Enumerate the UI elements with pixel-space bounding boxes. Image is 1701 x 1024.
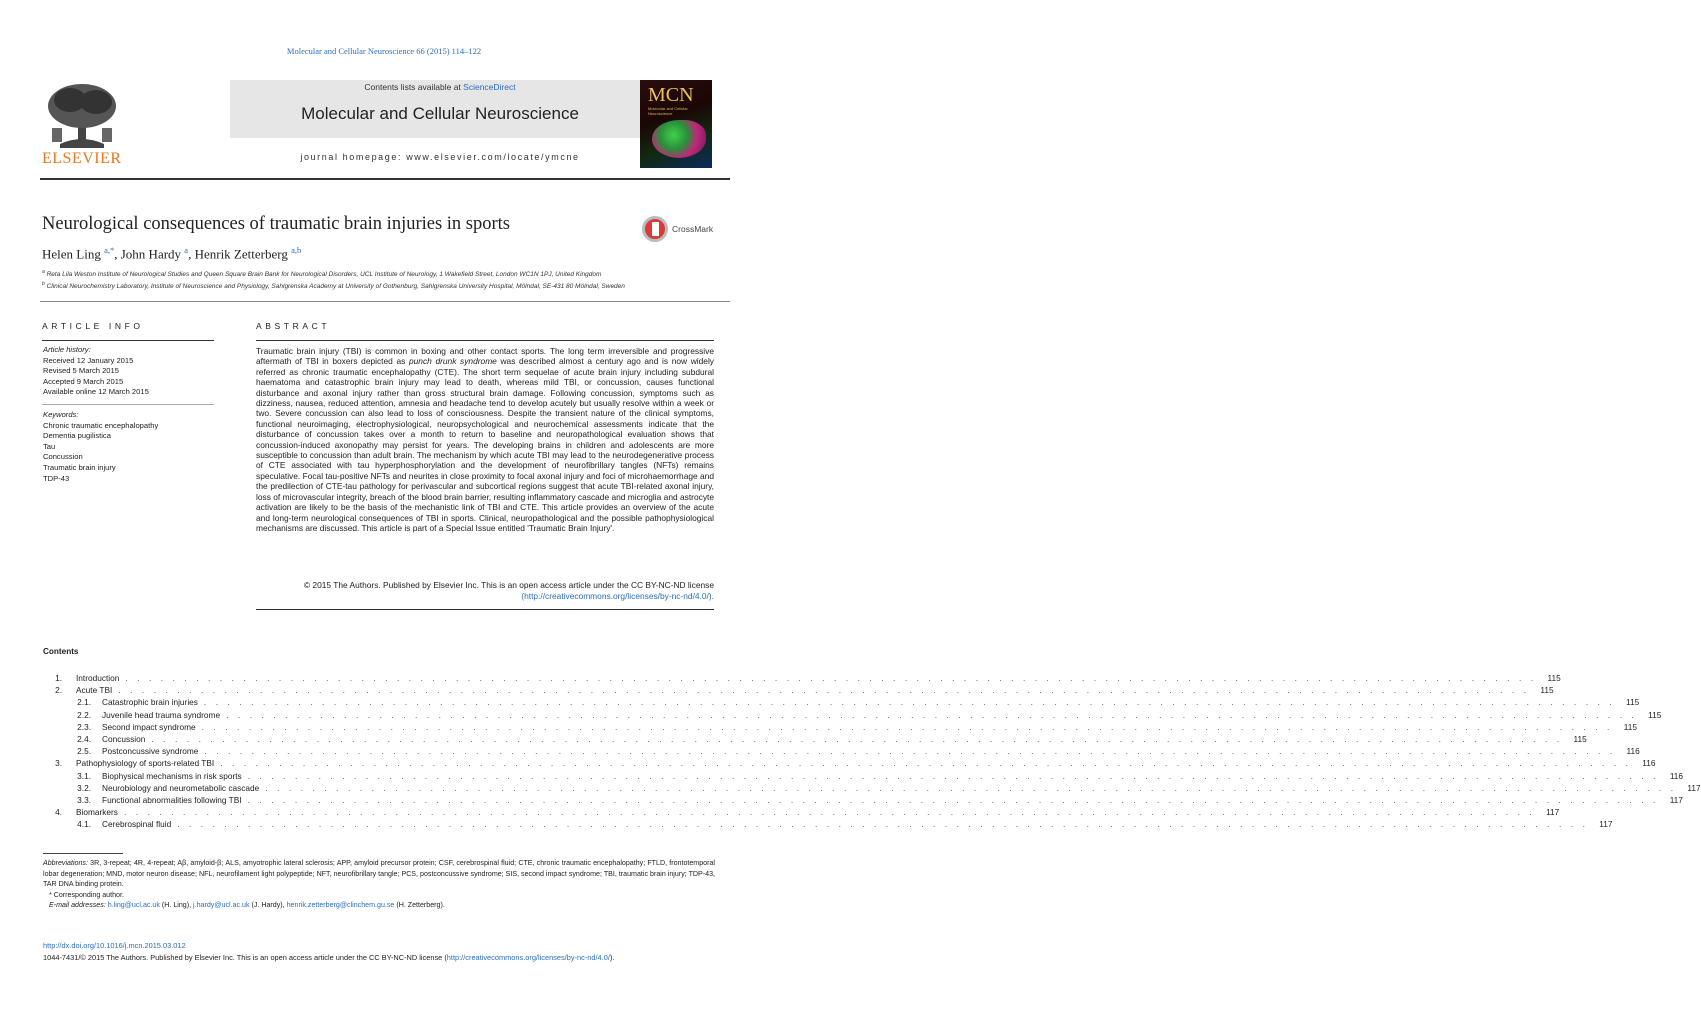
toc-page-number: 117 (1599, 819, 1613, 830)
toc-page-number: 117 (1669, 794, 1683, 805)
toc-page-number: 117 (1546, 807, 1560, 818)
toc-entry[interactable] (43, 696, 1640, 708)
toc-number: 2.1. (77, 697, 91, 708)
toc-title[interactable]: Pathophysiology of sports-related TBI (76, 758, 215, 769)
license-link[interactable]: (http://creativecommons.org/licenses/by-nc-nd/4.0/). (521, 590, 714, 601)
toc-leader-dots: . . . . . . . . . . . . . . . . . . . . . . . . . . . . . . . . . . . . . . . . . . . . . . . . . . . . . . . . . . . . . . . . . . . . . . . . . . . . . . . . . . . . . . . . . . . . . . . . . . . . . . . . . . . . . . . . . . . . . . . . (247, 770, 1660, 781)
toc-title[interactable]: Postconcussive syndrome (102, 746, 199, 757)
keyword: TDP-43 (43, 473, 70, 483)
toc-page-number: 116 (1626, 746, 1640, 757)
author-name: Helen Ling (42, 246, 101, 262)
toc-entry[interactable] (43, 770, 1684, 782)
affiliation-label: a (42, 269, 45, 275)
cover-subtitle: Molecular and Cellular Neuroscience (648, 106, 688, 116)
contents-availability (230, 80, 650, 94)
abbreviations-text: 3R, 3-repeat; 4R, 4-repeat; Aβ, amyloid-β; ALS, amyotrophic lateral sclerosis; APP, amyloid precursor protein; CSF, cerebrospinal fluid; CTE, chronic traumatic encephalopathy; FTLD, frontotemporal lobar degeneration; MND, motor neuron disease; NFL, neurofilament light polypeptide; NFT, neurofibrillary tangle; PCS, postconcussive syndrome; SIS, second impact syndrome; TBI, traumatic brain injury; TDP-43, TAR DNA binding protein. (43, 859, 715, 889)
toc-page-number: 115 (1623, 721, 1637, 732)
toc-number: 2.4. (77, 733, 91, 744)
email-owner: (H. Ling), (159, 901, 194, 910)
toc-title[interactable]: Biophysical mechanisms in risk sports (102, 770, 242, 781)
keywords-divider (42, 404, 214, 405)
journal-homepage (230, 152, 650, 162)
article-info-heading: ARTICLE INFO (42, 321, 144, 331)
history-item: Received 12 January 2015 (43, 355, 134, 365)
history-item: Accepted 9 March 2015 (43, 376, 124, 386)
abstract-text (256, 346, 714, 533)
crossmark-icon (642, 216, 668, 242)
contents-heading: Contents (43, 647, 79, 656)
affiliation (42, 281, 732, 290)
contents-prefix: Contents lists available at (364, 82, 464, 92)
toc-entry[interactable] (43, 757, 1656, 769)
license-end: ). (609, 953, 615, 962)
footer-license-link[interactable]: http://creativecommons.org/licenses/by-nc-nd/4.0/ (446, 953, 610, 962)
toc-number: 3.1. (77, 770, 91, 781)
toc-entry[interactable] (43, 721, 1637, 733)
toc-leader-dots: . . . . . . . . . . . . . . . . . . . . . . . . . . . . . . . . . . . . . . . . . . . . . . . . . . . . . . . . . . . . . . . . . . . . . . . . . . . . . . . . . . . . . . . . . . . . . . . . . . . . . . . . . . . . . . . . . . . . . . . . (125, 673, 1537, 683)
toc-title[interactable]: Introduction (76, 673, 120, 683)
toc-title[interactable]: Catastrophic brain injuries (102, 697, 198, 708)
toc-leader-dots: . . . . . . . . . . . . . . . . . . . . . . . . . . . . . . . . . . . . . . . . . . . . . . . . . . . . . . . . . . . . . . . . . . . . . . . . . . . . . . . . . . . . . . . . . . . . . . . . . . . . . . . . . . . . . . . . . . . . . . . . (204, 746, 1616, 757)
masthead (40, 80, 730, 170)
keyword: Dementia pugilistica (43, 431, 111, 441)
toc-page-number: 116 (1642, 758, 1656, 769)
history-item: Revised 5 March 2015 (43, 366, 119, 376)
toc-leader-dots: . . . . . . . . . . . . . . . . . . . . . . . . . . . . . . . . . . . . . . . . . . . . . . . . . . . . . . . . . . . . . . . . . . . . . . . . . . . . . . . . . . . . . . . . . . . . . . . . . . . . . . . . . . . . . . . . . . . . . . . . (201, 721, 1613, 732)
abstract-heading: ABSTRACT (256, 321, 331, 331)
toc-entry[interactable] (43, 782, 1701, 794)
email-link[interactable]: henrik.zetterberg@clinchem.gu.se (286, 901, 395, 910)
footnotes (43, 858, 715, 911)
keyword: Chronic traumatic encephalopathy (43, 420, 159, 430)
doi-link[interactable]: http://dx.doi.org/10.1016/j.mcn.2015.03.012 (43, 941, 186, 950)
history-label: Article history: (43, 345, 91, 354)
email-owner: (J. Hardy), (249, 901, 287, 910)
article-history (43, 345, 215, 398)
toc-entry[interactable] (43, 745, 1640, 757)
toc-number: 2.3. (77, 721, 91, 732)
author-affiliation-marker[interactable]: a (184, 245, 189, 255)
toc-number: 3.3. (77, 794, 91, 805)
affiliation (42, 269, 732, 278)
author-list (42, 245, 301, 262)
toc-entry[interactable] (43, 818, 1613, 830)
toc-title[interactable]: Juvenile head trauma syndrome (102, 709, 221, 720)
article-title: Neurological consequences of traumatic brain injuries in sports (42, 214, 511, 234)
toc-number: 3. (55, 758, 62, 769)
toc-leader-dots: . . . . . . . . . . . . . . . . . . . . . . . . . . . . . . . . . . . . . . . . . . . . . . . . . . . . . . . . . . . . . . . . . . . . . . . . . . . . . . . . . . . . . . . . . . . . . . . . . . . . . . . . . . . . . . . . . . . . . . . . (123, 807, 1536, 818)
toc-number: 2.2. (77, 709, 91, 720)
affiliation-text: Reta Lila Weston Institute of Neurological Studies and Queen Square Brain Bank for Neurological Disorders, UCL Institute of Neurology, 1 Wakefield Street, London WC1N 1PJ, United Kingdom (46, 271, 602, 279)
toc-page-number: 115 (1540, 685, 1554, 696)
license-statement (43, 953, 733, 962)
crossmark-label: CrossMark (672, 224, 714, 234)
abbreviations-label: Abbreviations: (43, 859, 88, 867)
affiliation-divider (40, 301, 730, 302)
journal-banner (230, 80, 650, 168)
affiliation-label: b (42, 281, 45, 287)
toc-number: 4. (55, 807, 62, 818)
keyword: Traumatic brain injury (43, 462, 116, 472)
abstract-divider (256, 340, 714, 341)
copyright-text: © 2015 The Authors. Published by Elsevier Inc. This is an open access article under the CC BY-NC-ND license (303, 580, 714, 590)
toc-title[interactable]: Acute TBI (76, 685, 113, 696)
toc-number: 4.1. (77, 819, 91, 830)
toc-entry[interactable] (43, 806, 1560, 818)
keywords-label: Keywords: (43, 410, 79, 419)
toc-number: 3.2. (77, 782, 91, 793)
toc-entry[interactable] (43, 794, 1683, 806)
toc-entry[interactable] (43, 709, 1662, 721)
toc-number: 1. (55, 673, 62, 683)
toc-leader-dots: . . . . . . . . . . . . . . . . . . . . . . . . . . . . . . . . . . . . . . . . . . . . . . . . . . . . . . . . . . . . . . . . . . . . . . . . . . . . . . . . . . . . . . . . . . . . . . . . . . . . . . . . . . . . . . . . . . . . . . . . (220, 758, 1632, 769)
email-link[interactable]: j.hardy@ucl.ac.uk (193, 901, 250, 910)
toc-title[interactable]: Cerebrospinal fluid (102, 819, 172, 830)
email-owner: (H. Zetterberg). (394, 901, 445, 910)
toc-page-number: 115 (1648, 709, 1662, 720)
article-info-divider (42, 340, 214, 341)
table-of-contents (43, 672, 1701, 830)
keyword: Concussion (43, 452, 83, 462)
email-label: E-mail addresses: (49, 901, 106, 910)
email-link[interactable]: h.ling@ucl.ac.uk (107, 901, 160, 910)
crossmark-button[interactable] (642, 216, 722, 244)
toc-leader-dots: . . . . . . . . . . . . . . . . . . . . . . . . . . . . . . . . . . . . . . . . . . . . . . . . . . . . . . . . . . . . . . . . . . . . . . . . . . . . . . . . . . . . . . . . . . . . . . . . . . . . . . . . . . . . . . . . . . . . . . . . (265, 782, 1677, 793)
cover-title: MCN (648, 84, 694, 106)
toc-entry[interactable] (43, 684, 1554, 696)
toc-title[interactable]: Concussion (102, 733, 146, 744)
sciencedirect-link[interactable]: ScienceDirect (463, 82, 516, 92)
toc-title[interactable]: Second impact syndrome (102, 721, 196, 732)
toc-page-number: 116 (1669, 770, 1684, 781)
toc-entry[interactable] (43, 672, 1561, 684)
abstract-part: was described almost a century ago and is now widely referred as chronic traumatic encephalopathy (CTE). The short term sequelae of acute brain injury including subdural haematoma and catastrophic brain injury may lead to death, whereas mild TBI, or concussion, causes functional disturbance and axonal injury rather than gross structural brain damage. Following concussion, symptoms such as dizziness, nausea, reduced attention, amnesia and headache tend to develop acutely but usually resolve within a week or two. Severe concussion can also lead to loss of consciousness. Despite the transient nature of the clinical symptoms, functional neuroimaging, electrophysiological, neuropsychological and neurochemical assessments indicate that the disturbance of concussion takes over a month to return to baseline and neuropathological evaluation shows that concussion-induced axonopathy may persist for years. The developing brains in children and adolescents are more susceptible to concussion than adult brain. The mechanism by which acute TBI may lead to the neurodegenerative process of CTE associated with tau hyperphosphorylation and the development of neurofibrillary tangles (NFTs) remains speculative. Focal tau-positive NFTs and neurites in close proximity to focal axonal injury and foci of microhaemorrhage and the predilection of CTE-tau pathology for perivascular and subcortical regions suggest that acute TBI-related axonal injury, loss of microvascular integrity, breach of the blood brain barrier, resulting inflammatory cascade and microglia and astrocyte activation are likely to be the basis of the mechanistic link of TBI and CTE. This article provides an overview of the acute and long-term neurological consequences of TBI in sports. Clinical, neuropathological and the possible pathophysiological mechanisms are discussed. This article is part of a Special Issue entitled 'Traumatic Brain Injury'. (256, 356, 714, 533)
abbreviations-footnote (43, 858, 715, 890)
email-addresses (43, 900, 715, 911)
toc-entry[interactable] (43, 733, 1587, 745)
toc-page-number: 115 (1626, 697, 1640, 708)
toc-page-number: 115 (1547, 673, 1561, 683)
toc-leader-dots: . . . . . . . . . . . . . . . . . . . . . . . . . . . . . . . . . . . . . . . . . . . . . . . . . . . . . . . . . . . . . . . . . . . . . . . . . . . . . . . . . . . . . . . . . . . . . . . . . . . . . . . . . . . . . . . . . . . . . . . . (203, 697, 1616, 708)
keyword: Tau (43, 441, 56, 451)
toc-leader-dots: . . . . . . . . . . . . . . . . . . . . . . . . . . . . . . . . . . . . . . . . . . . . . . . . . . . . . . . . . . . . . . . . . . . . . . . . . . . . . . . . . . . . . . . . . . . . . . . . . . . . . . . . . . . . . . . . . . . . . . . . (226, 709, 1638, 720)
publisher-name: ELSEVIER (42, 150, 122, 167)
abstract-bottom-divider (256, 609, 714, 610)
header-divider (40, 178, 730, 180)
abstract-copyright (256, 580, 714, 602)
author-name: John Hardy (120, 246, 182, 262)
toc-page-number: 115 (1573, 733, 1587, 744)
cover-art (652, 120, 706, 158)
author-affiliation-marker[interactable]: a,b (291, 245, 302, 255)
toc-leader-dots: . . . . . . . . . . . . . . . . . . . . . . . . . . . . . . . . . . . . . . . . . . . . . . . . . . . . . . . . . . . . . . . . . . . . . . . . . . . . . . . . . . . . . . . . . . . . . . . . . . . . . . . . . . . . . . . . . . . . . . . . (177, 819, 1589, 830)
toc-leader-dots: . . . . . . . . . . . . . . . . . . . . . . . . . . . . . . . . . . . . . . . . . . . . . . . . . . . . . . . . . . . . . . . . . . . . . . . . . . . . . . . . . . . . . . . . . . . . . . . . . . . . . . . . . . . . . . . . . . . . . . . . (118, 685, 1530, 696)
toc-leader-dots: . . . . . . . . . . . . . . . . . . . . . . . . . . . . . . . . . . . . . . . . . . . . . . . . . . . . . . . . . . . . . . . . . . . . . . . . . . . . . . . . . . . . . . . . . . . . . . . . . . . . . . . . . . . . . . . . . . . . . . . . (247, 794, 1659, 805)
homepage-prefix: journal homepage: (300, 152, 407, 162)
keywords (43, 410, 215, 484)
journal-cover-image[interactable] (640, 80, 712, 168)
toc-leader-dots: . . . . . . . . . . . . . . . . . . . . . . . . . . . . . . . . . . . . . . . . . . . . . . . . . . . . . . . . . . . . . . . . . . . . . . . . . . . . . . . . . . . . . . . . . . . . . . . . . . . . . . . . . . . . . . . . . . . . . . . . (151, 733, 1563, 744)
corresponding-author-note: * Corresponding author. (49, 890, 124, 899)
toc-number: 2. (55, 685, 62, 696)
toc-title[interactable]: Functional abnormalities following TBI (102, 794, 242, 805)
toc-number: 2.5. (77, 746, 91, 757)
author-separator: , (114, 246, 121, 262)
author-name: Henrik Zetterberg (194, 246, 288, 262)
journal-reference[interactable]: Molecular and Cellular Neuroscience 66 (2015) 114–122 (286, 46, 482, 56)
journal-name: Molecular and Cellular Neuroscience (230, 94, 650, 138)
toc-page-number: 117 (1687, 782, 1701, 793)
author-separator: , (188, 246, 195, 262)
license-text: 1044-7431/© 2015 The Authors. Published by Elsevier Inc. This is an open access article under the CC BY-NC-ND license ( (43, 953, 447, 962)
affiliation-text: Clinical Neurochemistry Laboratory, Institute of Neuroscience and Physiology, Sahlgrenska Academy at University of Gothenburg, Sahlgrenska University Hospital, Mölndal, SE-431 80 Mölndal, Sweden (46, 283, 625, 291)
abstract-emphasis: punch drunk syndrome (408, 356, 497, 367)
toc-title[interactable]: Neurobiology and neurometabolic cascade (102, 782, 260, 793)
footnote-divider (43, 853, 123, 854)
author-affiliation-marker[interactable]: a,* (104, 245, 115, 255)
abstract-part: Traumatic brain injury (TBI) is common in boxing and other contact sports. The long term irreversible and progressive aftermath of TBI in boxers depicted as (256, 346, 714, 367)
toc-title[interactable]: Biomarkers (76, 807, 118, 818)
homepage-link[interactable]: www.elsevier.com/locate/ymcne (406, 152, 580, 162)
history-item: Available online 12 March 2015 (43, 387, 149, 397)
